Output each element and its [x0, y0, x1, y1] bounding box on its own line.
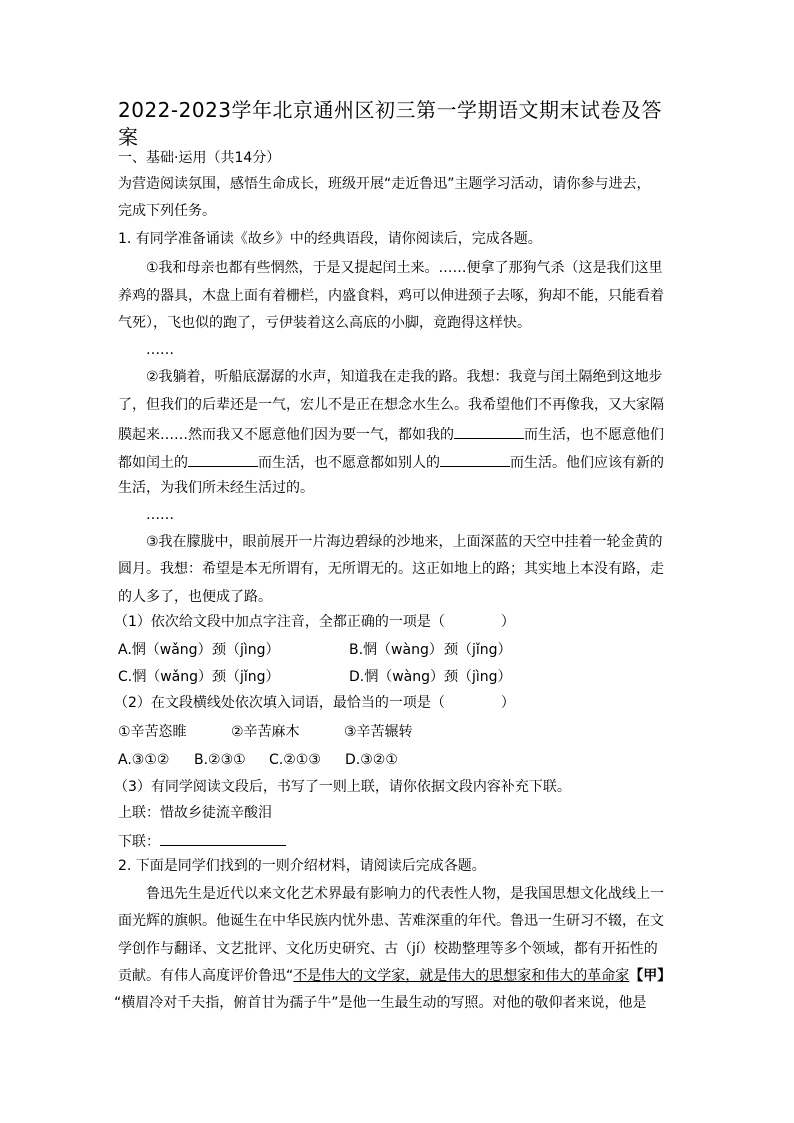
passage-line: [118, 452, 678, 472]
question-2-stem: 2. 下面是同学们找到的一则介绍材料，请阅读后完成各题。: [118, 858, 486, 874]
sub-question-3: （3）有同学阅读文段后，书写了一则上联，请你依据文段内容补充下联。: [114, 779, 571, 795]
sub-question-2: （2）在文段横线处依次填入词语，最恰当的一项是（ ）: [114, 695, 515, 711]
option-row: [118, 668, 678, 686]
underlined-quote: 不是伟大的文学家，就是伟大的思想家和伟大的革命家: [293, 968, 630, 984]
passage-line: 生活，为我们所未经生活过的。: [118, 480, 314, 496]
text: 贡献。有伟人高度评价鲁迅“: [118, 968, 294, 984]
passage-line: ②我躺着，听船底潺潺的水声，知道我在走我的路。我想：我竟与闰土隔绝到这地步: [146, 369, 663, 385]
sub-question-1: （1）依次给文段中加点字注音，全都正确的一项是（ ）: [114, 614, 515, 630]
word-1: ①辛苦恣睢: [118, 724, 187, 740]
lower-couplet-label: 下联：: [118, 834, 160, 850]
text: 膜起来……然而我又不愿意他们因为要一气，都如我的: [118, 427, 454, 443]
option-d-1[interactable]: D.惘（wàng）: [349, 669, 445, 685]
word-choices: [118, 723, 678, 741]
ellipsis: ……: [146, 342, 174, 358]
marker-jia: 【甲】: [629, 968, 672, 984]
passage-line: “横眉冷对千夫指，俯首甘为孺子牛”是他一生最生动的写照。对他的敬仰者来说，他是: [114, 995, 647, 1011]
option-c-1[interactable]: C.惘（wǎng）: [118, 669, 213, 685]
passage-line: [118, 424, 678, 444]
passage-line: [118, 967, 678, 985]
passage-line: 了，但我们的后辈还是一气，宏儿不是正在想念水生么。我希望他们不再像我，又大家隔: [118, 397, 664, 413]
doc-title-cont: 案: [118, 125, 139, 149]
fill-blank-1[interactable]: [454, 424, 524, 439]
option-row: [118, 751, 678, 769]
passage-line: 气死），飞也似的跑了，亏伊装着这么高底的小脚，竟跑得这样快。: [118, 315, 531, 331]
option-d[interactable]: D.③②①: [345, 752, 398, 768]
option-a-2[interactable]: 颈（jìng）: [212, 642, 280, 658]
option-b-2[interactable]: 颈（jǐng）: [444, 642, 512, 658]
passage-line: ①我和母亲也都有些惘然，于是又提起闰土来。……便拿了那狗气杀（这是我们这里: [146, 260, 663, 276]
lower-couplet-blank[interactable]: [160, 831, 286, 846]
section-heading: 一、基础·运用（共14分）: [118, 150, 281, 166]
doc-title: 2022-2023学年北京通州区初三第一学期语文期末试卷及答: [118, 98, 663, 122]
option-row: [118, 641, 678, 659]
passage-line: 面光辉的旗帜。他诞生在中华民族内忧外患、苦难深重的年代。鲁迅一生研习不辍，在文: [118, 913, 664, 929]
intro-line: 为营造阅读氛围，感悟生命成长，班级开展“走近鲁迅”主题学习活动，请你参与进去，: [118, 176, 651, 192]
passage-line: 鲁迅先生是近代以来文化艺术界最有影响力的代表性人物，是我国思想文化战线上一: [146, 886, 664, 902]
passage-line: 的人多了，也便成了路。: [118, 589, 272, 605]
fill-blank-3[interactable]: [440, 452, 510, 467]
upper-couplet: 上联：惜故乡徒流辛酸泪: [118, 805, 272, 821]
word-3: ③辛苦辗转: [344, 724, 413, 740]
text: 而生活。他们应该有新的: [510, 455, 664, 471]
option-c[interactable]: C.②①③: [269, 752, 321, 768]
fill-blank-2[interactable]: [188, 452, 258, 467]
text: 而生活，也不愿意他们: [524, 427, 664, 443]
text: 而生活，也不愿意都如别人的: [258, 455, 440, 471]
question-1-stem: 1. 有同学准备诵读《故乡》中的经典语段，请你阅读后，完成各题。: [118, 231, 542, 247]
intro-line: 完成下列任务。: [118, 203, 216, 219]
option-a-1[interactable]: A.惘（wǎng）: [118, 642, 212, 658]
option-a[interactable]: A.③①②: [118, 752, 170, 768]
passage-line: 圆月。我想：希望是本无所谓有，无所谓无的。这正如地上的路；其实地上本没有路，走: [118, 561, 664, 577]
option-d-2[interactable]: 颈（jìng）: [444, 669, 512, 685]
option-b[interactable]: B.②③①: [194, 752, 246, 768]
word-2: ②辛苦麻木: [231, 724, 300, 740]
ellipsis: ……: [146, 507, 174, 523]
lower-couplet: [118, 831, 678, 851]
text: 都如闰土的: [118, 455, 188, 471]
passage-line: 养鸡的器具，木盘上面有着栅栏，内盛食料，鸡可以伸进颈子去啄，狗却不能，只能看着: [118, 288, 664, 304]
option-b-1[interactable]: B.惘（wàng）: [349, 642, 443, 658]
passage-line: 学创作与翻译、文艺批评、文化历史研究、古（jí）校勘整理等多个领域，都有开拓性的: [118, 941, 658, 957]
option-c-2[interactable]: 颈（jǐng）: [212, 669, 280, 685]
passage-line: ③我在朦胧中，眼前展开一片海边碧绿的沙地来，上面深蓝的天空中挂着一轮金黄的: [146, 534, 663, 550]
